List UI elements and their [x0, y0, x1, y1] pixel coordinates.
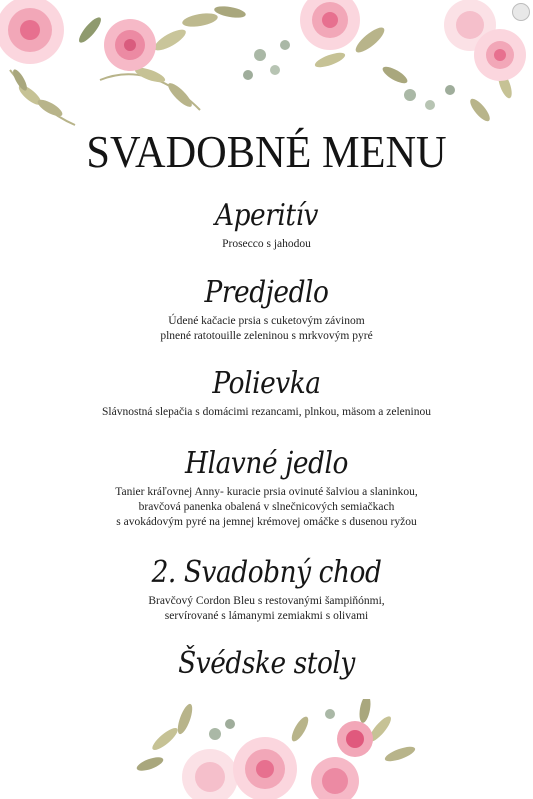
menu-line: Slávnostná slepačia s domácimi rezancami, plnkou, mäsom a zeleninou [102, 406, 431, 418]
section-polievka [0, 366, 533, 420]
section-heading: Polievka [212, 366, 321, 401]
menu-line: plnené ratotouille zeleninou s mrkvovým pyré [160, 330, 373, 342]
floral-bouquet-bottom [0, 699, 533, 799]
section-heading: Aperitív [214, 198, 319, 233]
menu-line: servírované s lámanymi zemiakmi s olivami [164, 610, 369, 622]
floral-garland-top [0, 0, 533, 130]
section-heading: 2. Svadobný chod [151, 555, 382, 590]
menu-line: s avokádovým pyré na jemnej krémovej omáčke s dusenou ryžou [116, 516, 417, 528]
menu-line: Prosecco s jahodou [222, 238, 311, 250]
leaf-sprigs-top [10, 4, 514, 125]
section-heading: Hlavné jedlo [185, 446, 348, 481]
menu-title: SVADOBNÉ MENU [86, 126, 447, 177]
roses-top [0, 0, 526, 81]
section-heading: Predjedlo [204, 275, 329, 310]
menu-line: Údené kačacie prsia s cuketovým závinom [168, 315, 365, 327]
section-hlavne-jedlo [0, 446, 533, 530]
section-svedske-stoly [0, 646, 533, 682]
menu-line: Bravčový Cordon Bleu s restovanými šampiňónmi, [148, 595, 385, 607]
menu-line: bravčová panenka obalená v slnečnicových semiačkach [138, 501, 395, 513]
logo-badge-icon [512, 3, 530, 21]
section-predjedlo [0, 275, 533, 344]
section-svadobny-chod [0, 555, 533, 624]
menu-line: Tanier kráľovnej Anny- kuracie prsia ovinuté šalviou a slaninkou, [115, 486, 418, 498]
section-aperitiv [0, 198, 533, 252]
section-heading: Švédske stoly [178, 646, 355, 681]
